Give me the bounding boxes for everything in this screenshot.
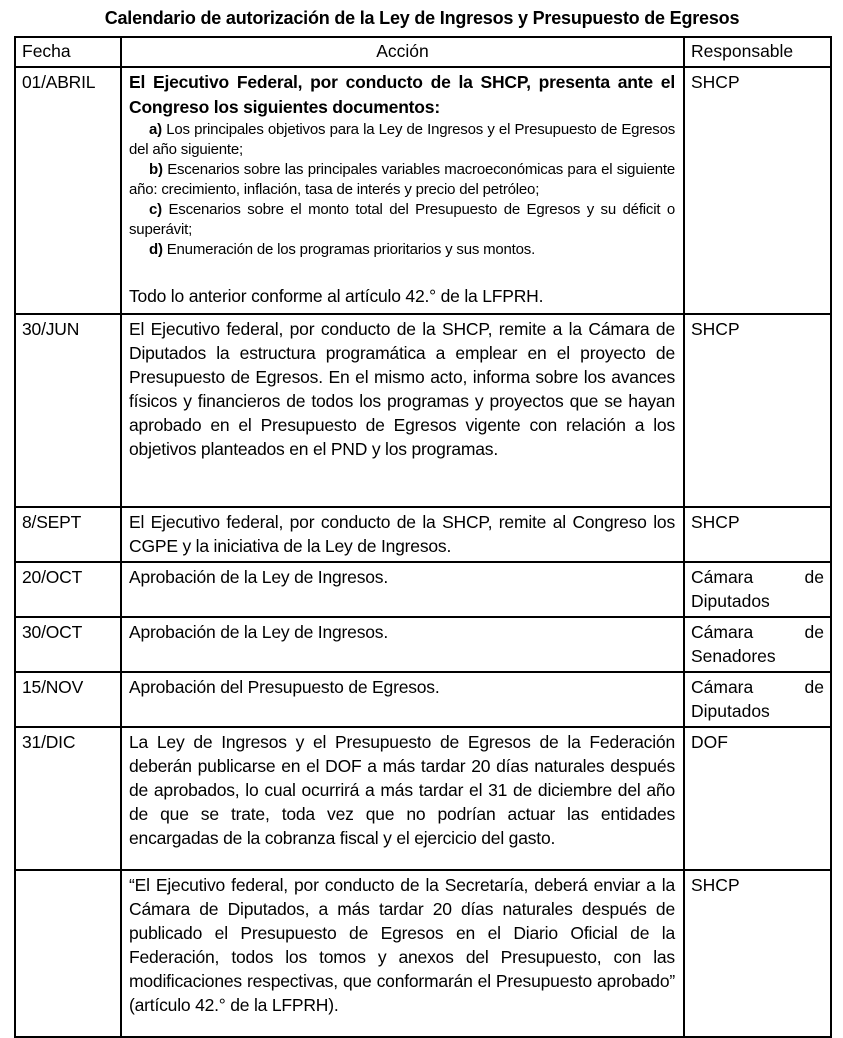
table-row-30-oct: [15, 617, 831, 672]
item-label-b: b): [149, 161, 163, 178]
accion-list-item-a: [129, 120, 675, 160]
accion-cell: El Ejecutivo federal, por conducto de la SHCP, remite a la Cámara de Diputados la estructura programática a emplear en el proyecto de Presupuesto de Egresos. En el mismo acto, informa sobre los avances físicos y financieros de todos los programas y proyectos que se hayan aprobado en el Presupuesto de Egresos vigente con relación a los objetivos planteados en el PND y los programas.: [121, 314, 684, 507]
accion-list-item-d: [129, 240, 675, 260]
fecha-cell: 31/DIC: [15, 727, 121, 870]
item-label-a: a): [149, 121, 162, 138]
fecha-cell: 01/ABRIL: [15, 67, 121, 314]
table-row-01-abril: [15, 67, 831, 314]
column-header-fecha: Fecha: [15, 37, 121, 67]
fecha-cell: 15/NOV: [15, 672, 121, 727]
item-label-c: c): [149, 201, 162, 218]
accion-cell: La Ley de Ingresos y el Presupuesto de Egresos de la Federación deberán publicarse en el DOF a más tardar 20 días naturales después de aprobados, lo cual ocurrirá a más tardar el 31 de diciembre del año de que se trate, toda vez que no podrían actuar las entidades encargadas de la cobranza fiscal y el ejercicio del gasto.: [121, 727, 684, 870]
fecha-cell: 8/SEPT: [15, 507, 121, 562]
responsable-cell: SHCP: [684, 67, 831, 314]
item-text-d: Enumeración de los programas prioritarios y sus montos.: [166, 241, 536, 258]
accion-cell: El Ejecutivo federal, por conducto de la SHCP, remite al Congreso los CGPE y la iniciativa de la Ley de Ingresos.: [121, 507, 684, 562]
accion-note: Todo lo anterior conforme al artículo 42.° de la LFPRH.: [129, 286, 544, 306]
accion-list-item-c: [129, 200, 675, 240]
fecha-cell-empty: [15, 870, 121, 1037]
table-row-8-sept: [15, 507, 831, 562]
accion-cell: Aprobación de la Ley de Ingresos.: [121, 562, 684, 617]
table-row-15-nov: [15, 672, 831, 727]
table-row-30-jun: [15, 314, 831, 507]
responsable-cell: SHCP: [684, 314, 831, 507]
responsable-cell: Cámara de Diputados: [684, 562, 831, 617]
item-text-b: Escenarios sobre las principales variables macroeconómicas para el siguiente año: crecimiento, inflación, tasa de interés y precio del petróleo;: [129, 161, 675, 198]
fecha-cell: 30/OCT: [15, 617, 121, 672]
responsable-cell: Cámara de Diputados: [684, 672, 831, 727]
header-row: [15, 37, 831, 67]
responsable-cell: SHCP: [684, 870, 831, 1037]
accion-cell: “El Ejecutivo federal, por conducto de la Secretaría, deberá enviar a la Cámara de Diputados, a más tardar 20 días naturales después de publicado el Presupuesto de Egresos en el Diario Oficial de la Federación, todos los tomos y anexos del Presupuesto, con las modificaciones respectivas, que conformarán el Presupuesto aprobado” (artículo 42.° de la LFPRH).: [121, 870, 684, 1037]
column-header-responsable: Responsable: [684, 37, 831, 67]
column-header-accion: Acción: [121, 37, 684, 67]
item-label-d: d): [149, 241, 163, 258]
accion-cell: Aprobación del Presupuesto de Egresos.: [121, 672, 684, 727]
item-text-a: Los principales objetivos para la Ley de Ingresos y el Presupuesto de Egresos del año siguiente;: [129, 121, 676, 158]
fecha-cell: 20/OCT: [15, 562, 121, 617]
table-row-31-dic: [15, 727, 831, 870]
responsable-cell: SHCP: [684, 507, 831, 562]
item-text-c: Escenarios sobre el monto total del Presupuesto de Egresos y su déficit o superávit;: [129, 201, 676, 238]
fecha-cell: 30/JUN: [15, 314, 121, 507]
accion-intro: El Ejecutivo Federal, por conducto de la SHCP, presenta ante el Congreso los siguientes documentos:: [129, 72, 675, 117]
accion-cell: Aprobación de la Ley de Ingresos.: [121, 617, 684, 672]
responsable-cell: Cámara de Senadores: [684, 617, 831, 672]
page-title: Calendario de autorización de la Ley de Ingresos y Presupuesto de Egresos: [104, 8, 740, 28]
responsable-cell: DOF: [684, 727, 831, 870]
accion-list-item-b: [129, 160, 675, 200]
table-row-quote: [15, 870, 831, 1037]
accion-cell: [121, 67, 684, 314]
table-row-20-oct: [15, 562, 831, 617]
calendar-table: [14, 36, 832, 1038]
